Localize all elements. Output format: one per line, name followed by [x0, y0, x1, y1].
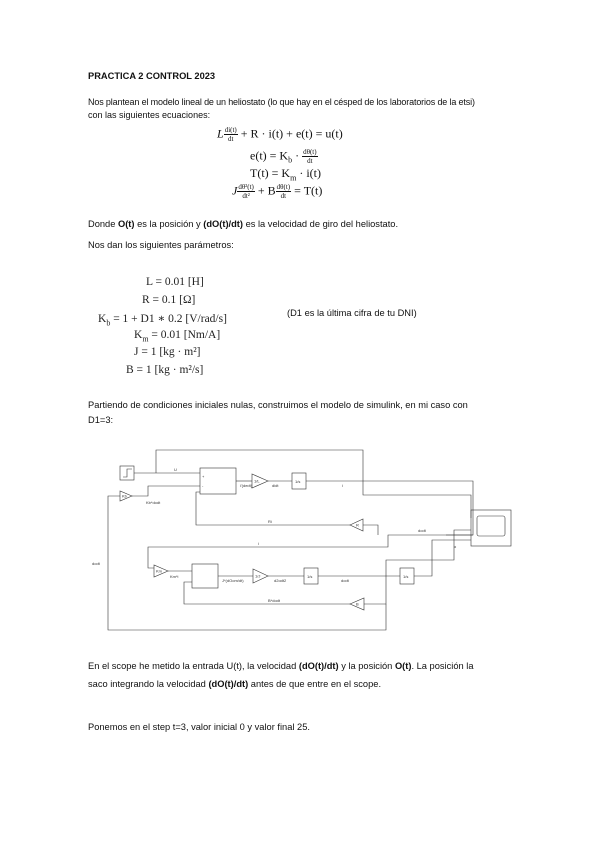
- wire-ri-feedback: [196, 492, 350, 525]
- label-u: U: [174, 467, 177, 472]
- wire-i-out: [306, 481, 473, 535]
- label-r-gain: R: [356, 522, 359, 528]
- param-J: J = 1 [kg · m²]: [134, 346, 201, 358]
- label-i: i: [342, 483, 343, 488]
- param-B: B = 1 [kg · m²/s]: [126, 364, 204, 376]
- sum-sign-top: +: [202, 474, 205, 479]
- param-R: R = 0.1 [Ω]: [142, 294, 196, 306]
- label-kb-gain: Kb: [122, 493, 127, 499]
- partiendo-line-2: D1=3:: [88, 415, 114, 425]
- wire-i-to-km: [148, 535, 473, 568]
- wire-b-feedback: [184, 582, 350, 604]
- step-paragraph: Ponemos en el step t=3, valor inicial 0 y valor final 25.: [88, 722, 310, 732]
- sum-sign-mid: -: [202, 483, 204, 488]
- scope-line-1: En el scope he metido la entrada U(t), la velocidad (dO(t)/dt) y la posición O(t). La posición la: [88, 661, 474, 671]
- param-L: L = 0.01 [H]: [146, 276, 204, 288]
- intro-line-1: Nos plantean el modelo lineal de un heliostato (lo que hay en el césped de los laboratorios de la etsi): [88, 97, 475, 107]
- sum-block-top: [200, 468, 236, 494]
- label-int-right: 1/s: [403, 574, 409, 579]
- label-gain-1-over-L: 1/L: [254, 478, 260, 484]
- label-km-i: Km*i: [170, 574, 179, 579]
- label-i-line: i: [258, 541, 259, 546]
- sum-block-bottom: [192, 564, 218, 588]
- label-dodt-scope: dodt: [418, 528, 426, 533]
- param-Km: $K_m = 0.01$ [Nm/A]: [134, 329, 221, 344]
- intro-line-2: con las siguientes ecuaciones:: [88, 110, 211, 120]
- label-int-mid: 1/s: [307, 574, 313, 579]
- label-sum-bottom: J*(dOom/dt): [222, 578, 244, 583]
- label-km-gain: Km: [156, 568, 162, 574]
- donde-line: Donde O(t) es la posición y (dO(t)/dt) es la velocidad de giro del heliostato.: [88, 219, 399, 229]
- simulink-diagram: [88, 440, 528, 640]
- d1-note: (D1 es la última cifra de tu DNI): [287, 308, 417, 318]
- label-dodt-left: dodt: [92, 561, 100, 566]
- wire-dodt-to-scope: [386, 530, 471, 576]
- wire-o-to-scope: [414, 540, 471, 576]
- wire-dodt-to-kb: [108, 493, 386, 630]
- scope-line-2: saco integrando la velocidad (dO(t)/dt) antes de que entre en el scope.: [88, 679, 382, 689]
- param-Kb: $K_b = 1 + D1$ ∗ 0.2 [V/rad/s]: [98, 313, 227, 328]
- label-didt: didt: [272, 483, 279, 488]
- wire-kb-to-sum: [132, 486, 200, 496]
- equation-1: L $\frac{di(t)}{dt}$ + R · i(t) + e(t) = u(t): [217, 126, 343, 143]
- label-kb-dodt: Kb*dodt: [146, 500, 161, 505]
- scope-screen: [477, 516, 505, 536]
- label-b-gain: B: [356, 601, 359, 607]
- equation-3: $T(t) = K_m \cdot i(t)$: [250, 166, 321, 183]
- step-icon: [123, 469, 132, 477]
- label-dodt: dodt: [341, 578, 349, 583]
- label-int-top: 1/s: [295, 479, 301, 484]
- label-sum-top: i'(dedt): [240, 483, 253, 488]
- params-intro: Nos dan los siguientes parámetros:: [88, 240, 234, 250]
- equation-2: $e(t) = K_b$ · $\frac{d\theta(t)}{dt}$: [250, 148, 317, 165]
- wire-r-input: [363, 525, 378, 535]
- label-o: o: [454, 544, 457, 549]
- label-b-dodt: B*dodt: [268, 598, 281, 603]
- partiendo-line-1: Partiendo de condiciones iniciales nulas, construimos el modelo de simulink, en mi caso con: [88, 400, 468, 410]
- wire-dodt-to-b: [364, 576, 386, 604]
- label-gain-1-over-J: 1/J: [255, 573, 261, 579]
- label-ri: Ri: [268, 519, 272, 524]
- equation-4: J $\frac{\text{dθ²(t)}}{\text{dt²}}$ + B $\frac{d\theta(t)}{dt}$ = T(t): [232, 183, 323, 200]
- label-d2odt2: d2odt2: [274, 578, 287, 583]
- page-title: PRACTICA 2 CONTROL 2023: [88, 71, 216, 81]
